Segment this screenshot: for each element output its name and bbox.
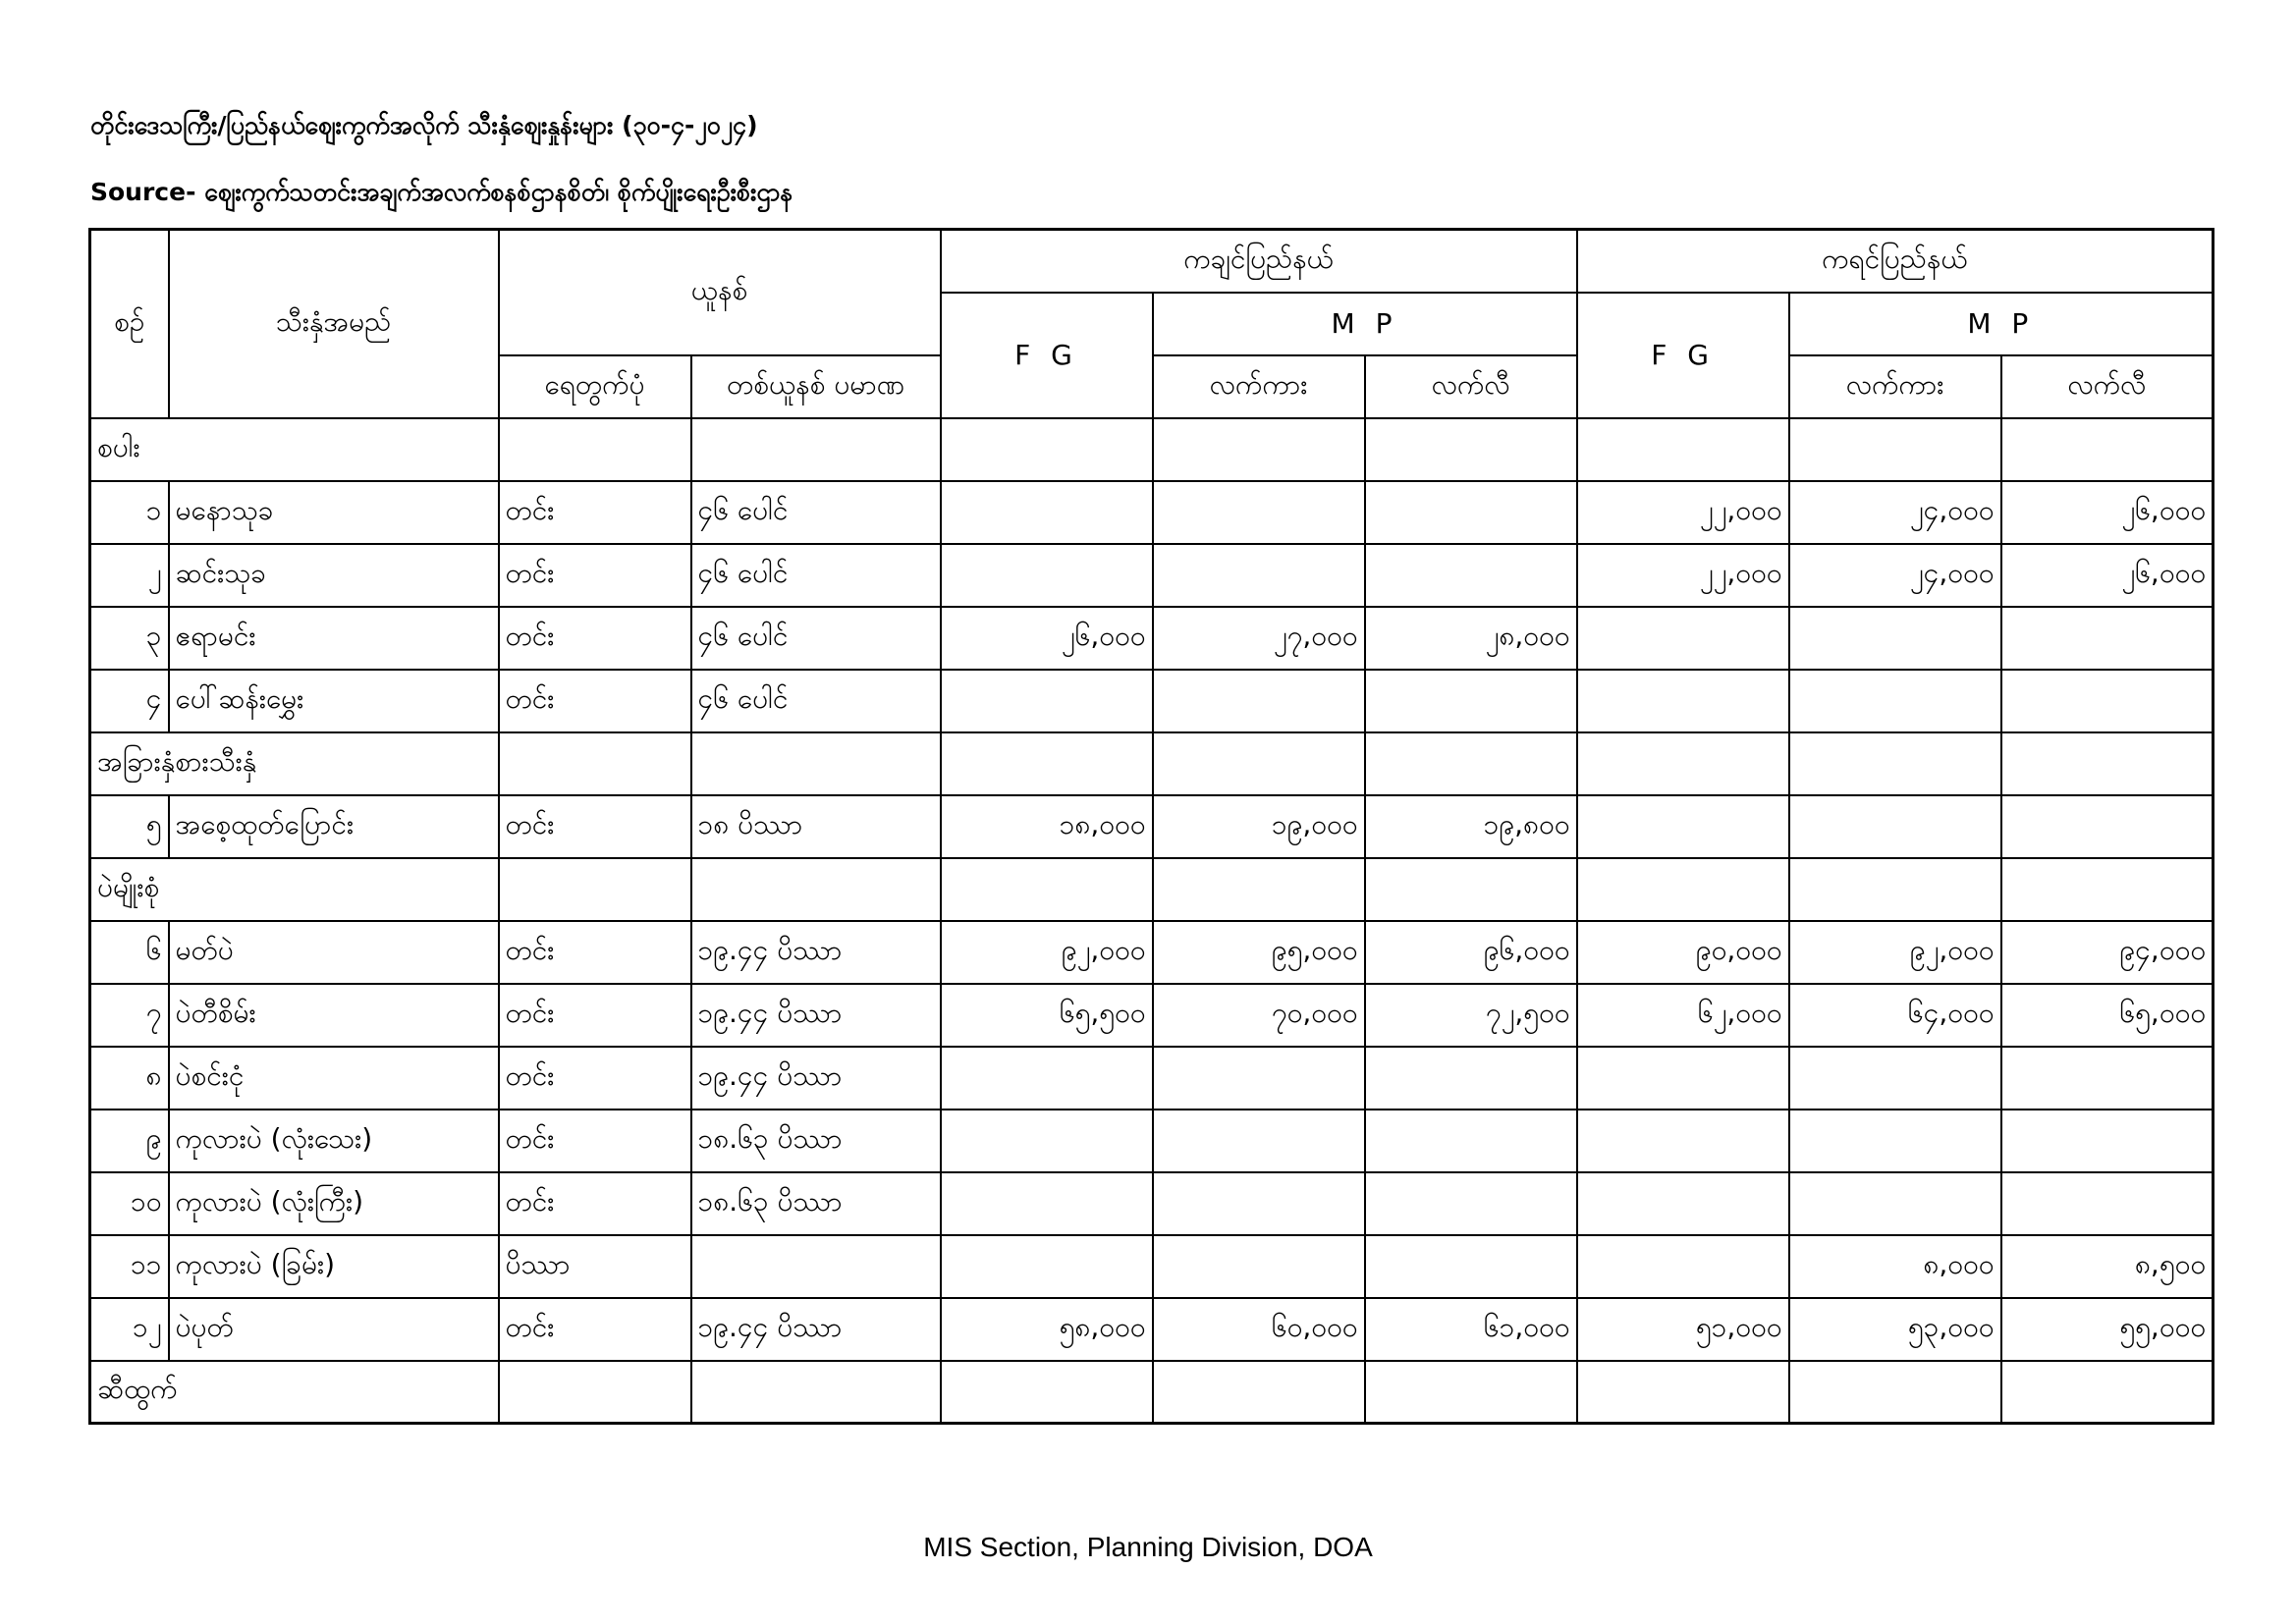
header-unit-volume: တစ်ယူနစ် ပမာဏ — [691, 355, 941, 418]
cell-price: ၂၈,၀၀၀ — [1365, 607, 1577, 670]
row-unit: တင်း — [499, 921, 691, 984]
header-market-kachin: ကချင်ပြည်နယ် — [941, 230, 1577, 293]
table-row — [90, 984, 2214, 1047]
cell-price: ၂၂,၀၀၀ — [1577, 544, 1789, 607]
row-sn: ၁၂ — [90, 1298, 169, 1361]
cell-price: ၈,၀၀၀ — [1789, 1235, 2001, 1298]
row-unit: တင်း — [499, 984, 691, 1047]
cell-price: ၂၆,၀၀၀ — [2001, 481, 2214, 544]
table-row — [90, 544, 2214, 607]
header-mp: M P — [1789, 293, 2214, 355]
cell-price: ၂၂,၀၀၀ — [1577, 481, 1789, 544]
cell-price: ၉၂,၀၀၀ — [941, 921, 1153, 984]
row-unit: တင်း — [499, 1110, 691, 1172]
row-crop-name: ဧရာမင်း — [169, 607, 499, 670]
row-sn: ၆ — [90, 921, 169, 984]
category-row — [90, 858, 2214, 921]
row-crop-name: ပဲတီစိမ်း — [169, 984, 499, 1047]
cell-price — [941, 544, 1153, 607]
cell-price: ၈,၅၀၀ — [2001, 1235, 2214, 1298]
row-unit: တင်း — [499, 1047, 691, 1110]
table-row — [90, 1298, 2214, 1361]
row-sn: ၃ — [90, 607, 169, 670]
cell-price — [1153, 670, 1365, 732]
table-row — [90, 1047, 2214, 1110]
cell-price — [941, 1110, 1153, 1172]
row-volume: ၁၈ ပိဿာ — [691, 795, 941, 858]
cell-price: ၉၀,၀၀၀ — [1577, 921, 1789, 984]
row-sn: ၁၁ — [90, 1235, 169, 1298]
cell-price — [1365, 1110, 1577, 1172]
row-crop-name: ကုလားပဲ (လုံးကြီး) — [169, 1172, 499, 1235]
row-sn: ၁ — [90, 481, 169, 544]
category-label: စပါး — [90, 418, 499, 481]
cell-price: ၆၁,၀၀၀ — [1365, 1298, 1577, 1361]
cell-price: ၁၉,၈၀၀ — [1365, 795, 1577, 858]
row-crop-name: ပဲစင်းငုံ — [169, 1047, 499, 1110]
row-crop-name: အစေ့ထုတ်ပြောင်း — [169, 795, 499, 858]
cell-price — [1153, 1110, 1365, 1172]
header-retail: လက်လီ — [2001, 355, 2214, 418]
cell-price — [1577, 1235, 1789, 1298]
row-sn: ၉ — [90, 1110, 169, 1172]
category-label: ပဲမျိုးစုံ — [90, 858, 499, 921]
cell-price — [1153, 481, 1365, 544]
table-row — [90, 1172, 2214, 1235]
row-crop-name: ပဲပုတ် — [169, 1298, 499, 1361]
cell-price — [1789, 1110, 2001, 1172]
cell-price: ၅၅,၀၀၀ — [2001, 1298, 2214, 1361]
category-row — [90, 1361, 2214, 1424]
table-row — [90, 1235, 2214, 1298]
row-unit: တင်း — [499, 481, 691, 544]
header-market-kayin: ကရင်ပြည်နယ် — [1577, 230, 2214, 293]
header-unit-local: ရေတွက်ပုံ — [499, 355, 691, 418]
cell-price — [2001, 607, 2214, 670]
cell-price — [2001, 670, 2214, 732]
cell-price: ၂၆,၀၀၀ — [941, 607, 1153, 670]
row-sn: ၁၀ — [90, 1172, 169, 1235]
header-wholesale: လက်ကား — [1153, 355, 1365, 418]
cell-price — [1789, 1172, 2001, 1235]
document-title: တိုင်းဒေသကြီး/ပြည်နယ်ဈေးကွက်အလိုက် သီးနှံဈေးနှုန်းများ (၃၀-၄-၂၀၂၄) — [90, 111, 758, 139]
row-crop-name: ကုလားပဲ (ခြမ်း) — [169, 1235, 499, 1298]
cell-price: ၂၆,၀၀၀ — [2001, 544, 2214, 607]
row-unit: တင်း — [499, 1298, 691, 1361]
cell-price: ၆၂,၀၀၀ — [1577, 984, 1789, 1047]
row-volume: ၁၉.၄၄ ပိဿာ — [691, 921, 941, 984]
header-crop-name: သီးနှံအမည် — [169, 230, 499, 418]
cell-price — [2001, 795, 2214, 858]
cell-price — [1577, 1047, 1789, 1110]
cell-price — [2001, 1047, 2214, 1110]
row-volume: ၄၆ ပေါင် — [691, 544, 941, 607]
cell-price — [2001, 1172, 2214, 1235]
row-volume: ၄၆ ပေါင် — [691, 481, 941, 544]
cell-price — [1153, 1172, 1365, 1235]
header-fg: F G — [1577, 293, 1789, 418]
cell-price — [1365, 544, 1577, 607]
cell-price — [1789, 607, 2001, 670]
category-label: အခြားနှံစားသီးနှံ — [90, 732, 499, 795]
header-retail: လက်လီ — [1365, 355, 1577, 418]
table-row — [90, 607, 2214, 670]
cell-price — [1577, 607, 1789, 670]
cell-price — [1365, 670, 1577, 732]
cell-price — [1365, 481, 1577, 544]
row-crop-name: မနောသုခ — [169, 481, 499, 544]
category-row — [90, 418, 2214, 481]
cell-price — [1577, 670, 1789, 732]
header-fg: F G — [941, 293, 1153, 418]
cell-price — [1153, 544, 1365, 607]
price-table — [88, 228, 2214, 1425]
cell-price — [941, 670, 1153, 732]
header-mp: M P — [1153, 293, 1577, 355]
cell-price: ၂၄,၀၀၀ — [1789, 481, 2001, 544]
source-line: Source- ဈေးကွက်သတင်းအချက်အလက်စနစ်ဌာနစိတ်၊ စိုက်ပျိုးရေးဦးစီးဌာန — [90, 178, 793, 206]
cell-price: ၂၇,၀၀၀ — [1153, 607, 1365, 670]
row-sn: ၂ — [90, 544, 169, 607]
cell-price: ၉၂,၀၀၀ — [1789, 921, 2001, 984]
page-footer: MIS Section, Planning Division, DOA — [923, 1532, 1373, 1562]
row-unit: တင်း — [499, 670, 691, 732]
row-crop-name: ဆင်းသုခ — [169, 544, 499, 607]
category-label: ဆီထွက် — [90, 1361, 499, 1424]
cell-price — [941, 481, 1153, 544]
cell-price — [1153, 1235, 1365, 1298]
cell-price — [1789, 1047, 2001, 1110]
row-volume: ၁၈.၆၃ ပိဿာ — [691, 1110, 941, 1172]
cell-price: ၁၉,၀၀၀ — [1153, 795, 1365, 858]
row-crop-name: မတ်ပဲ — [169, 921, 499, 984]
row-volume: ၄၆ ပေါင် — [691, 670, 941, 732]
cell-price: ၁၈,၀၀၀ — [941, 795, 1153, 858]
table-row — [90, 481, 2214, 544]
cell-price: ၆၄,၀၀၀ — [1789, 984, 2001, 1047]
row-volume: ၁၉.၄၄ ပိဿာ — [691, 1298, 941, 1361]
cell-price: ၆၅,၀၀၀ — [2001, 984, 2214, 1047]
cell-price — [1365, 1047, 1577, 1110]
row-volume: ၁၉.၄၄ ပိဿာ — [691, 984, 941, 1047]
row-volume — [691, 1235, 941, 1298]
row-unit: တင်း — [499, 544, 691, 607]
cell-price — [941, 1235, 1153, 1298]
table-row — [90, 795, 2214, 858]
cell-price: ၆၀,၀၀၀ — [1153, 1298, 1365, 1361]
cell-price — [1789, 795, 2001, 858]
cell-price — [1365, 1172, 1577, 1235]
cell-price: ၆၅,၅၀၀ — [941, 984, 1153, 1047]
row-unit: တင်း — [499, 607, 691, 670]
table-row — [90, 1110, 2214, 1172]
cell-price — [1577, 795, 1789, 858]
cell-price: ၉၄,၀၀၀ — [2001, 921, 2214, 984]
cell-price: ၂၄,၀၀၀ — [1789, 544, 2001, 607]
row-crop-name: ကုလားပဲ (လုံးသေး) — [169, 1110, 499, 1172]
category-row — [90, 732, 2214, 795]
row-sn: ၇ — [90, 984, 169, 1047]
table-row — [90, 921, 2214, 984]
row-volume: ၁၈.၆၃ ပိဿာ — [691, 1172, 941, 1235]
cell-price — [1365, 1235, 1577, 1298]
cell-price: ၅၈,၀၀၀ — [941, 1298, 1153, 1361]
row-unit: တင်း — [499, 1172, 691, 1235]
cell-price: ၇၀,၀၀၀ — [1153, 984, 1365, 1047]
row-crop-name: ပေါ်ဆန်းမွှေး — [169, 670, 499, 732]
header-wholesale: လက်ကား — [1789, 355, 2001, 418]
cell-price: ၉၅,၀၀၀ — [1153, 921, 1365, 984]
cell-price — [1789, 670, 2001, 732]
cell-price — [1577, 1110, 1789, 1172]
header-sn: စဉ် — [90, 230, 169, 418]
row-sn: ၈ — [90, 1047, 169, 1110]
cell-price: ၅၃,၀၀၀ — [1789, 1298, 2001, 1361]
row-sn: ၄ — [90, 670, 169, 732]
header-unit: ယူနစ် — [499, 230, 941, 355]
cell-price — [1153, 1047, 1365, 1110]
cell-price — [1577, 1172, 1789, 1235]
cell-price — [2001, 1110, 2214, 1172]
row-volume: ၄၆ ပေါင် — [691, 607, 941, 670]
row-sn: ၅ — [90, 795, 169, 858]
cell-price — [941, 1172, 1153, 1235]
row-unit: ပိဿာ — [499, 1235, 691, 1298]
cell-price: ၅၁,၀၀၀ — [1577, 1298, 1789, 1361]
table-row — [90, 670, 2214, 732]
row-volume: ၁၉.၄၄ ပိဿာ — [691, 1047, 941, 1110]
cell-price: ၇၂,၅၀၀ — [1365, 984, 1577, 1047]
cell-price — [941, 1047, 1153, 1110]
cell-price: ၉၆,၀၀၀ — [1365, 921, 1577, 984]
row-unit: တင်း — [499, 795, 691, 858]
